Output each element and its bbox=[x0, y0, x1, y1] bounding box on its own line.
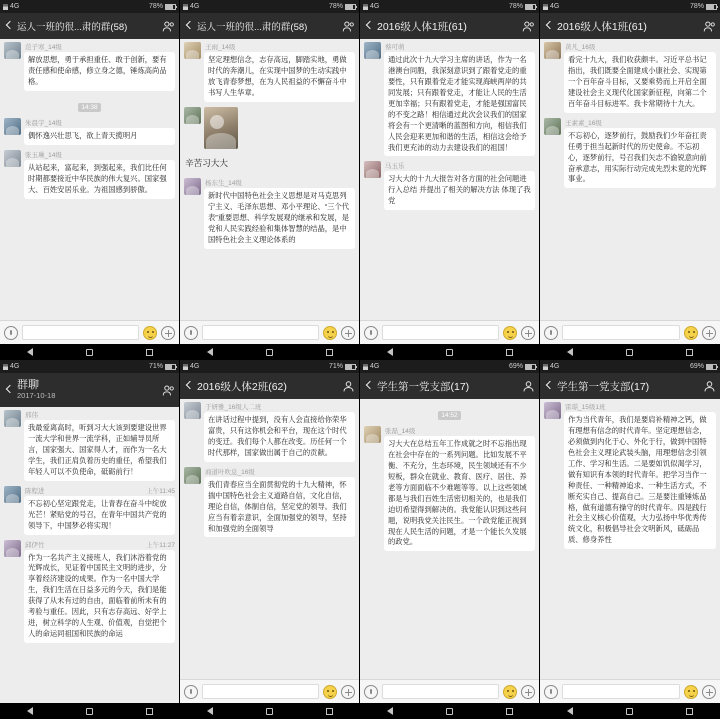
status-right bbox=[690, 363, 717, 370]
nav-back-icon[interactable] bbox=[27, 707, 33, 715]
chat-panel-2 bbox=[180, 0, 360, 360]
network-label: 4G bbox=[370, 3, 380, 10]
nav-home-icon[interactable] bbox=[86, 349, 93, 356]
message-list-2[interactable] bbox=[180, 39, 359, 320]
status-right bbox=[509, 363, 536, 370]
message-bubble[interactable]: 坚定理想信念，志存高远，脚踏实地，勇做时代的奔潮儿，在实现中国梦的生动实践中放飞青春梦想，在为人民祖益的不懈奋斗中书写人生华章。 bbox=[204, 52, 355, 102]
sender-name: 于妍雅_16级人二班 bbox=[205, 404, 262, 411]
image-attachment[interactable] bbox=[204, 107, 238, 149]
message-body bbox=[204, 178, 355, 249]
nav-recents-icon[interactable] bbox=[506, 708, 513, 715]
status-left bbox=[183, 3, 327, 10]
nav-home-icon[interactable] bbox=[626, 349, 633, 356]
message-time: 上午11:45 bbox=[146, 487, 175, 495]
voice-icon[interactable] bbox=[544, 685, 558, 699]
message-item[interactable] bbox=[544, 402, 716, 549]
status-bar-6 bbox=[180, 360, 359, 373]
group-members-icon[interactable] bbox=[162, 384, 175, 397]
group-members-icon[interactable] bbox=[522, 20, 535, 33]
status-bar-8 bbox=[540, 360, 720, 373]
avatar[interactable] bbox=[4, 410, 21, 427]
input-bar-2[interactable] bbox=[180, 320, 359, 344]
message-body bbox=[184, 154, 355, 173]
nav-home-icon[interactable] bbox=[446, 708, 453, 715]
avatar[interactable] bbox=[4, 150, 21, 167]
avatar[interactable] bbox=[184, 402, 201, 419]
message-bubble[interactable]: 看完十九大，我们收获颇丰。习近平总书记指出，我们既要全面建成小康社会、实现第一个百年奋斗目标，又要乘势而上开启全面建设社会主义现代化国家新征程，向第二个百年奋斗目标进军。我卡常期待十九大。 bbox=[564, 52, 716, 113]
message-bubble[interactable]: 我最爱离高时，听到习大大该到要建设世界一流大学和世界一流学科，正如辅导员所言，国家强大、国家得人才，而作为一名大学生，我们正肩负着历史的重任，希望我们年轻人可以不负使命，砥砺前行！ bbox=[24, 420, 175, 481]
battery-label: 69% bbox=[689, 363, 704, 370]
message-input[interactable] bbox=[562, 684, 680, 699]
emoji-icon[interactable] bbox=[323, 326, 337, 340]
battery-icon bbox=[165, 4, 176, 10]
message-body bbox=[564, 42, 716, 113]
battery-label: 71% bbox=[328, 363, 343, 370]
message-bubble[interactable]: 习大大的十九大报告对各方面的社会问题进行入总结 并提出了相关的解决方法 体现了我党 bbox=[384, 171, 535, 210]
message-body bbox=[24, 150, 175, 199]
plus-icon[interactable] bbox=[702, 326, 716, 340]
voice-icon[interactable] bbox=[364, 326, 378, 340]
network-label: 4G bbox=[190, 3, 200, 10]
battery-icon bbox=[165, 364, 176, 370]
page-title: 运人一班的很...肃的群(58) bbox=[197, 22, 308, 33]
status-right bbox=[149, 363, 176, 370]
group-members-icon[interactable] bbox=[703, 20, 716, 33]
voice-icon[interactable] bbox=[184, 685, 198, 699]
nav-back-icon[interactable] bbox=[207, 348, 213, 356]
network-label: 4G bbox=[10, 3, 20, 10]
message-item[interactable] bbox=[4, 42, 175, 91]
input-bar-3[interactable] bbox=[360, 320, 539, 344]
title-bar-3 bbox=[360, 13, 539, 39]
page-title: 群聊 bbox=[17, 379, 39, 392]
message-bubble[interactable]: 习大大在总结五年工作成就之时不忘指出现在社会中存在的一系列问题。比如发展不平衡、不充分，生态环境，民生领域还有不少短板，群众在就业、教育、医疗、居住、养老等方面面临不少难题等等。以上这些领域都是与我们百姓生活密切相关的，也是我们迫切希望得到解决的。我党能认识到这些问题，说明我党关注民生。一个政党能正视到现在人民生活的问题，才是一个能长久发展的政党。 bbox=[384, 436, 535, 551]
battery-icon bbox=[525, 4, 536, 10]
plus-icon[interactable] bbox=[521, 326, 535, 340]
signal-icon bbox=[183, 4, 188, 10]
input-bar-6[interactable] bbox=[180, 679, 359, 703]
nav-recents-icon[interactable] bbox=[686, 708, 693, 715]
message-body bbox=[564, 118, 716, 189]
avatar[interactable] bbox=[364, 426, 381, 443]
status-right bbox=[690, 3, 717, 10]
message-input[interactable] bbox=[202, 325, 319, 340]
battery-label: 78% bbox=[148, 3, 163, 10]
message-bubble[interactable]: 解放思想，勇于承担重任、敢于创新，要有责任感和使命感，修立身之德，锤炼高尚品格。 bbox=[24, 52, 175, 91]
message-bubble[interactable]: 通过此次十九大学习主席的讲话，作为一名港澳台同胞，我深刻意识到了跟着党走的重要性，只有跟着党走才能实现海峡两岸的共同发展；只有跟着党走，才能让人民的生活更加幸福；只有跟着党走，才能是强国富民的不变之路！相信通过此次会议我们的国家将会有一个更清晰的蓝图和方向，相信我们人民会迎来更加和谐的生活，相信这会给予我们更充沛的动力去建设我们的祖国！ bbox=[384, 52, 535, 156]
chat-panel-7 bbox=[360, 360, 540, 719]
status-bar-1 bbox=[0, 0, 179, 13]
message-body bbox=[204, 107, 355, 149]
battery-label: 78% bbox=[508, 3, 523, 10]
page-title: 学生第一党支部(17) bbox=[557, 380, 650, 393]
nav-recents-icon[interactable] bbox=[146, 349, 153, 356]
title-bar-5 bbox=[0, 373, 179, 407]
contact-icon[interactable] bbox=[522, 380, 535, 393]
timestamp-divider bbox=[364, 404, 535, 423]
sender-label: 邱伊竹 bbox=[25, 541, 45, 549]
status-right bbox=[329, 3, 356, 10]
message-body bbox=[24, 486, 175, 535]
message-body bbox=[204, 467, 355, 538]
back-icon[interactable] bbox=[184, 381, 194, 391]
nav-recents-icon[interactable] bbox=[686, 349, 693, 356]
sender-name bbox=[25, 540, 175, 549]
battery-icon bbox=[706, 4, 717, 10]
nav-back-icon[interactable] bbox=[27, 348, 33, 356]
status-left bbox=[543, 363, 688, 370]
avatar[interactable] bbox=[364, 42, 381, 59]
status-right bbox=[509, 3, 536, 10]
message-body bbox=[384, 426, 535, 551]
android-nav-bar-3[interactable] bbox=[360, 344, 539, 360]
collage-row-bottom bbox=[0, 360, 720, 719]
nav-back-icon[interactable] bbox=[567, 707, 573, 715]
message-item[interactable] bbox=[4, 150, 175, 199]
avatar[interactable] bbox=[4, 540, 21, 557]
page-title: 运人一班的很...肃的群(58) bbox=[17, 22, 128, 33]
android-nav-bar-6[interactable] bbox=[180, 703, 359, 719]
message-item[interactable] bbox=[4, 118, 175, 145]
message-bubble[interactable]: 不忘初心，逐梦前行，鼓励我们少年奋扛责任勇于担当起新时代的历史使命。不忘初心，逐梦前行，号召我们矢志不渝锐意向前奋承意志，用实际行动完成先烈未竟的光辉事业。 bbox=[564, 128, 716, 189]
message-item[interactable] bbox=[4, 486, 175, 535]
signal-icon bbox=[3, 364, 8, 370]
message-bubble[interactable]: 作为当代青年，我们是要肩补精神之钙，做有理想有信念的时代青年。坚定理想信念，必须做到内化于心、外化于行，做到中国特色社会主义理论武装头脑，用理想信念引领工作、学习和生活。二是要如饥似渴学习，做有知识有本领的时代青年。把学习当作一种责任、一种精神追求、一种生活方式，不断充实自己、提高自己。三是要注重锤炼品格，做有道德有操守的时代青年。四是践行社会主义核心价值观，大力弘扬中华优秀传统文化，积极倡导社会文明新风，砥砺品质、修身养性 bbox=[564, 412, 716, 549]
status-left bbox=[543, 3, 688, 10]
chat-panel-6 bbox=[180, 360, 360, 719]
sender-label: 陈程进 bbox=[25, 487, 45, 495]
input-bar-1[interactable] bbox=[0, 320, 179, 344]
status-bar-7 bbox=[360, 360, 539, 373]
plus-icon[interactable] bbox=[161, 326, 175, 340]
message-item[interactable] bbox=[4, 410, 175, 481]
input-bar-4[interactable] bbox=[540, 320, 720, 344]
nav-back-icon[interactable] bbox=[387, 707, 393, 715]
back-icon[interactable] bbox=[4, 21, 14, 31]
voice-icon[interactable] bbox=[4, 326, 18, 340]
message-item[interactable] bbox=[184, 402, 355, 462]
battery-icon bbox=[345, 4, 356, 10]
network-label: 4G bbox=[550, 363, 560, 370]
android-nav-bar-8[interactable] bbox=[540, 703, 720, 719]
message-body bbox=[24, 118, 175, 145]
chat-panel-8 bbox=[540, 360, 720, 719]
message-list-4[interactable] bbox=[540, 39, 720, 320]
message-list-5[interactable] bbox=[0, 407, 179, 703]
sender-name: 黄凡_16级 bbox=[565, 44, 596, 51]
chat-panel-5 bbox=[0, 360, 180, 719]
battery-label: 71% bbox=[148, 363, 163, 370]
timestamp: 14:52 bbox=[438, 411, 460, 420]
network-label: 4G bbox=[370, 363, 380, 370]
nav-home-icon[interactable] bbox=[266, 708, 273, 715]
sender-name: 张磊_14级 bbox=[385, 428, 416, 435]
message-item[interactable] bbox=[184, 178, 355, 249]
timestamp-divider bbox=[4, 96, 175, 115]
contact-icon[interactable] bbox=[703, 380, 716, 393]
nav-home-icon[interactable] bbox=[446, 349, 453, 356]
avatar[interactable] bbox=[364, 161, 381, 178]
message-input[interactable] bbox=[562, 325, 680, 340]
message-item[interactable] bbox=[544, 118, 716, 189]
sender-name: 马玉乐 bbox=[385, 163, 405, 171]
message-item[interactable] bbox=[364, 426, 535, 551]
signal-icon bbox=[183, 364, 188, 370]
plus-icon[interactable] bbox=[341, 326, 355, 340]
contact-icon[interactable] bbox=[342, 380, 355, 393]
chat-panel-4 bbox=[540, 0, 720, 360]
avatar[interactable] bbox=[4, 486, 21, 503]
voice-icon[interactable] bbox=[364, 685, 378, 699]
nav-recents-icon[interactable] bbox=[326, 349, 333, 356]
network-label: 4G bbox=[190, 363, 200, 370]
android-nav-bar-2[interactable] bbox=[180, 344, 359, 360]
message-bubble[interactable]: 偶怀逸兴壮思飞，欲上青天揽明月 bbox=[24, 128, 175, 145]
message-input[interactable] bbox=[382, 325, 499, 340]
message-bubble[interactable]: 我们青春应当全面贯彻党的十九大精神，怀揣中国特色社会主义道路自信，文化自信，理论自信，体制自信，坚定党的领导。我们应当有着亲意识，全面加强党的领导，坚持和加强党的全面领导 bbox=[204, 477, 355, 538]
battery-icon bbox=[345, 364, 356, 370]
message-input[interactable] bbox=[202, 684, 319, 699]
message-bubble[interactable]: 辛苦习大大 bbox=[185, 157, 228, 168]
message-item[interactable] bbox=[184, 154, 355, 173]
android-nav-bar-5[interactable] bbox=[0, 703, 179, 719]
status-right bbox=[329, 363, 356, 370]
battery-icon bbox=[706, 364, 717, 370]
message-body bbox=[204, 402, 355, 462]
message-list-7[interactable] bbox=[360, 399, 539, 679]
android-nav-bar-7[interactable] bbox=[360, 703, 539, 719]
input-bar-7[interactable] bbox=[360, 679, 539, 703]
back-icon[interactable] bbox=[364, 21, 374, 31]
message-list-3[interactable] bbox=[360, 39, 539, 320]
status-right bbox=[149, 3, 176, 10]
plus-icon[interactable] bbox=[341, 685, 355, 699]
nav-back-icon[interactable] bbox=[567, 348, 573, 356]
title-bar-7 bbox=[360, 373, 539, 399]
signal-icon bbox=[363, 364, 368, 370]
status-bar-4 bbox=[540, 0, 720, 13]
sender-name: 杨东生_14级 bbox=[205, 180, 242, 188]
nav-recents-icon[interactable] bbox=[506, 349, 513, 356]
title-bar-6 bbox=[180, 373, 359, 399]
sender-name: 王雨_14级 bbox=[205, 44, 236, 51]
status-bar-3 bbox=[360, 0, 539, 13]
avatar[interactable] bbox=[4, 42, 21, 59]
nav-recents-icon[interactable] bbox=[146, 708, 153, 715]
avatar[interactable] bbox=[544, 118, 561, 135]
message-body bbox=[384, 42, 535, 156]
signal-icon bbox=[543, 364, 548, 370]
signal-icon bbox=[3, 4, 8, 10]
message-body bbox=[204, 42, 355, 102]
android-nav-bar-4[interactable] bbox=[540, 344, 720, 360]
title-bar-1 bbox=[0, 13, 179, 39]
message-list-6[interactable] bbox=[180, 399, 359, 679]
nav-back-icon[interactable] bbox=[207, 707, 213, 715]
status-bar-2 bbox=[180, 0, 359, 13]
nav-recents-icon[interactable] bbox=[326, 708, 333, 715]
battery-icon bbox=[525, 364, 536, 370]
back-icon[interactable] bbox=[544, 21, 554, 31]
message-bubble[interactable]: 从站起来，富起来，到强起来，我们比任何时期都要接近中华民族的伟大复兴。国家强大、百姓安居乐业。为祖国感到骄傲。 bbox=[24, 160, 175, 199]
title-bar-2 bbox=[180, 13, 359, 39]
status-left bbox=[3, 363, 147, 370]
nav-home-icon[interactable] bbox=[266, 349, 273, 356]
emoji-icon[interactable] bbox=[684, 326, 698, 340]
network-label: 4G bbox=[10, 363, 20, 370]
nav-home-icon[interactable] bbox=[86, 708, 93, 715]
message-item[interactable] bbox=[544, 42, 716, 113]
sender-name: 蔡可萌 bbox=[385, 44, 405, 51]
page-title: 2016级人体2班(62) bbox=[197, 380, 287, 393]
nav-home-icon[interactable] bbox=[626, 708, 633, 715]
sender-name bbox=[25, 486, 175, 495]
title-bar-8 bbox=[540, 373, 720, 399]
signal-icon bbox=[543, 4, 548, 10]
battery-label: 78% bbox=[328, 3, 343, 10]
sender-name: 范子寒_14级 bbox=[25, 44, 62, 51]
message-bubble[interactable]: 不忘初心坚定跟党走，让青春在奋斗中绽放光芒！紧贴党的号召，在青年中国共产党的领导下，中国梦必将实现！ bbox=[24, 496, 175, 535]
plus-icon[interactable] bbox=[521, 685, 535, 699]
message-body bbox=[24, 42, 175, 91]
back-icon[interactable] bbox=[364, 381, 374, 391]
page-subtitle: 2017-10-18 bbox=[17, 391, 56, 400]
signal-icon bbox=[363, 4, 368, 10]
battery-label: 69% bbox=[508, 363, 523, 370]
emoji-icon[interactable] bbox=[503, 685, 517, 699]
message-item[interactable] bbox=[364, 42, 535, 156]
message-body bbox=[564, 402, 716, 549]
status-left bbox=[363, 3, 507, 10]
message-item[interactable] bbox=[364, 161, 535, 210]
message-item[interactable] bbox=[4, 540, 175, 644]
chat-panel-3 bbox=[360, 0, 540, 360]
group-members-icon[interactable] bbox=[342, 20, 355, 33]
message-bubble[interactable]: 新时代中国特色社会主义思想是对马克思列宁主义、毛泽东思想、邓小平理论、“三个代表”重要思想、科学发展观的继承和发展，是党和人民实践经验和集体智慧的结晶，是中国特色社会主义理论体系的 bbox=[204, 188, 355, 249]
avatar[interactable] bbox=[184, 107, 201, 124]
timestamp: 14:38 bbox=[78, 103, 100, 112]
plus-icon[interactable] bbox=[702, 685, 716, 699]
avatar[interactable] bbox=[184, 42, 201, 59]
status-left bbox=[363, 363, 507, 370]
message-body bbox=[384, 161, 535, 210]
emoji-icon[interactable] bbox=[503, 326, 517, 340]
nav-back-icon[interactable] bbox=[387, 348, 393, 356]
sender-name: 朱晨宇_14级 bbox=[25, 119, 62, 127]
emoji-icon[interactable] bbox=[684, 685, 698, 699]
message-time: 上午11:27 bbox=[146, 541, 175, 549]
message-item[interactable] bbox=[184, 42, 355, 102]
group-members-icon[interactable] bbox=[162, 20, 175, 33]
avatar[interactable] bbox=[184, 178, 201, 195]
emoji-icon[interactable] bbox=[143, 326, 157, 340]
page-title: 2016级人体1班(61) bbox=[557, 20, 647, 33]
message-list-8[interactable] bbox=[540, 399, 720, 679]
message-input[interactable] bbox=[382, 684, 499, 699]
title-bar-4 bbox=[540, 13, 720, 39]
title-group bbox=[17, 379, 159, 400]
message-item-image[interactable] bbox=[184, 107, 355, 149]
status-left bbox=[3, 3, 147, 10]
sender-name: 商道叶吹息_16级 bbox=[205, 468, 255, 476]
message-body bbox=[24, 540, 175, 644]
message-body bbox=[24, 410, 175, 481]
message-bubble[interactable]: 作为一名共产主义接班人，我们沐浴着党的光辉成长，见证着中国民主文明的进步，分享着经济建设的成果。作为一名中国大学生，我们生活在日益多元的今天，我们是能获得了从未有过的自由，面临着前所未有的考验与重任。因此，只有志存高远、好学上进，树立科学的人生观、价值观，自觉把个人的命运同祖国和民族的命运 bbox=[24, 550, 175, 644]
battery-label: 78% bbox=[689, 3, 704, 10]
back-icon[interactable] bbox=[4, 385, 14, 395]
sender-name: 王素素_16级 bbox=[565, 119, 602, 127]
voice-icon[interactable] bbox=[184, 326, 198, 340]
back-icon[interactable] bbox=[184, 21, 194, 31]
sender-name: 邢伟 bbox=[25, 412, 38, 419]
chat-panel-1 bbox=[0, 0, 180, 360]
page-title: 学生第一党支部(17) bbox=[377, 380, 470, 393]
sender-name: 张玉琳_14级 bbox=[25, 151, 62, 159]
message-list-1[interactable] bbox=[0, 39, 179, 320]
message-bubble[interactable]: 在讲话过程中提到，没有人会直接给你荣华富贵，只有这你机会和平台，现在这个时代的变迁。我们每个人都在改变。历任何一个时代那样，国家做出属于自己的贡献。 bbox=[204, 412, 355, 462]
message-item[interactable] bbox=[184, 467, 355, 538]
page-title: 2016级人体1班(61) bbox=[377, 20, 467, 33]
emoji-icon[interactable] bbox=[323, 685, 337, 699]
status-bar-5 bbox=[0, 360, 179, 373]
sender-name: 雷璟_15级1班 bbox=[565, 404, 606, 411]
android-nav-bar-1[interactable] bbox=[0, 344, 179, 360]
network-label: 4G bbox=[550, 3, 560, 10]
avatar[interactable] bbox=[4, 118, 21, 135]
voice-icon[interactable] bbox=[544, 326, 558, 340]
avatar[interactable] bbox=[544, 402, 561, 419]
input-bar-8[interactable] bbox=[540, 679, 720, 703]
status-left bbox=[183, 363, 327, 370]
avatar[interactable] bbox=[544, 42, 561, 59]
avatar[interactable] bbox=[184, 467, 201, 484]
message-input[interactable] bbox=[22, 325, 139, 340]
back-icon[interactable] bbox=[544, 381, 554, 391]
